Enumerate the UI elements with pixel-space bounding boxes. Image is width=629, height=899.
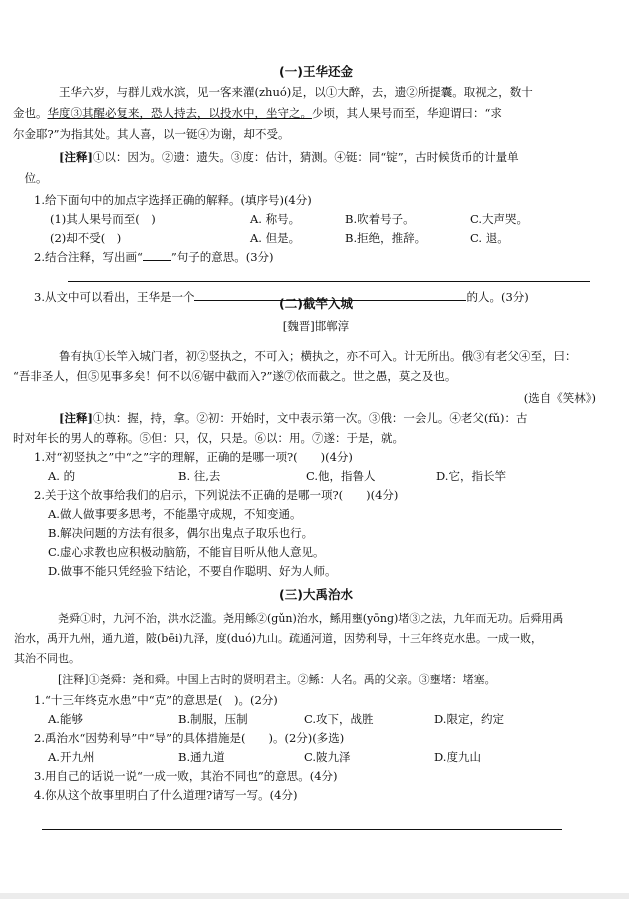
underlined-sentence: 华度③其醒必复来，恐人持去，以投水中，坐守之。 (47, 106, 312, 120)
section-1 (13, 62, 596, 307)
passage-text: 少顷，其人果号而至，华迎谓曰：“求 (312, 106, 502, 120)
answer-line[interactable] (42, 829, 562, 830)
source: (选自《笑林》) (523, 391, 596, 405)
question-2: 2.禹治水“因势利导”中“导”的具体措施是( )。(2分)(多选) (34, 731, 345, 745)
page-bottom-edge (0, 893, 629, 899)
question-2 (34, 248, 596, 267)
question-1: 1.“十三年终克水患”中“克”的意思是( )。(2分) (34, 693, 278, 707)
passage (14, 609, 596, 669)
question-1: 1.给下面句中的加点字选择正确的解释。(填序号)(4分) (34, 193, 312, 207)
passage-text: “吾非圣人，但⑤见事多矣！何不以⑥锯中截而入?”遂⑦依而截之。世之愚，莫之及也。 (13, 369, 457, 383)
passage-text: 王华六岁，与群儿戏水滨，见一客来濯(zhuó)足，以①大醉，去，遗②所提囊。取视之，数十 (59, 85, 533, 99)
passage-text: 尧舜①时，九河不治，洪水泛滥。尧用鲧②(gǔn)治水，鲧用壅(yōng)堵③之法，九年而无功。后舜用禹 (58, 612, 564, 625)
question-4: 4.你从这个故事里明白了什么道理?请写一写。(4分) (34, 788, 298, 802)
question-text: 3.从文中可以看出，王华是一个 (34, 290, 195, 304)
question-1-item-1 (36, 210, 596, 229)
option[interactable]: C.攻下，战胜 (304, 712, 374, 726)
option[interactable]: D.度九山 (434, 750, 481, 764)
option[interactable]: A.做人做事要多思考，不能墨守成规，不知变通。 (48, 507, 302, 521)
option[interactable]: D.做事不能只凭经验下结论，不要自作聪明、好为人师。 (48, 564, 337, 578)
option[interactable]: A.开九州 (48, 750, 95, 764)
option[interactable]: C.虚心求教也应积极动脑筋，不能盲目听从他人意见。 (48, 545, 325, 559)
notes: [注释]①尧舜：尧和舜。中国上古时的贤明君主。②鲧：人名。禹的父亲。③壅堵：堵塞。 (58, 673, 496, 686)
option[interactable]: D.限定，约定 (434, 712, 504, 726)
author: [魏晋]邯郸淳 (282, 319, 350, 333)
section-title: (二)截竿入城 (279, 296, 353, 311)
question-text: 2.结合注释，写出画“ (34, 250, 143, 264)
section-3 (14, 585, 596, 830)
passage (13, 82, 596, 145)
option[interactable]: B.制服，压制 (178, 712, 248, 726)
notes (24, 147, 596, 189)
option[interactable]: C.大声哭。 (470, 212, 529, 226)
option[interactable]: B.吹着号子。 (345, 212, 415, 226)
question-text: 的人。(3分) (466, 290, 529, 304)
passage-text: 尔金耶?”为指其处。其人喜，以一铤④为谢，却不受。 (13, 127, 290, 141)
note-label: [注释] (59, 150, 93, 164)
question-text: ”句子的意思。(3分) (170, 250, 274, 264)
note-label: [注释] (59, 411, 93, 425)
option[interactable]: C. 退。 (470, 231, 509, 245)
question-3: 3.用自己的话说一说“一成一败，其治不同也”的意思。(4分) (34, 769, 338, 783)
passage-text: 金也。 (13, 106, 48, 120)
question-2-options (36, 748, 596, 767)
option[interactable]: C.陂九泽 (304, 750, 351, 764)
section-title: (三)大禹治水 (279, 587, 353, 602)
note-text: ①以：因为。②遗：遗失。③度：估计，猜测。④铤：同“锭”，古时候货币的计量单 (92, 150, 519, 164)
option[interactable]: A. 但是。 (250, 231, 301, 245)
question-2: 2.关于这个故事给我们的启示，下列说法不正确的是哪一项?( )(4分) (34, 488, 399, 502)
item-text: (2)却不受( ) (50, 231, 122, 245)
question-1: 1.对“初竖执之”中“之”字的理解，正确的是哪一项?( )(4分) (34, 450, 353, 464)
option[interactable]: B.解决问题的方法有很多，偶尔出鬼点子取乐也行。 (48, 526, 314, 540)
note-text: 时对年长的男人的尊称。⑤但：只，仅，只是。⑥以：用。⑦遂：于是，就。 (13, 431, 404, 445)
item-text: (1)其人果号而至( ) (50, 212, 156, 226)
note-text: ①执：握，持，拿。②初：开始时，文中表示第一次。③俄：一会儿。④老父(fǔ)：古 (92, 411, 528, 425)
underline-marker (143, 250, 171, 261)
question-1-options (36, 710, 596, 729)
passage-text: 治水，禹开九州，通九道，陂(bēi)九泽，度(duó)九山。疏通河道，因势利导，十三年终克水患。一成一败， (14, 632, 542, 645)
option[interactable]: A. 称号。 (250, 212, 301, 226)
passage-text: 鲁有执①长竿入城门者，初②竖执之，不可入；横执之，亦不可入。计无所出。俄③有老父④至，曰： (59, 349, 577, 363)
option[interactable]: A.能够 (48, 712, 83, 726)
section-title: (一)王华还金 (279, 64, 353, 79)
option[interactable]: D.它，指长竿 (436, 469, 506, 483)
passage (13, 346, 596, 386)
question-1-item-2 (36, 229, 596, 248)
notes (13, 408, 596, 448)
note-text: 位。 (24, 171, 48, 185)
option[interactable]: B.通九道 (178, 750, 225, 764)
option[interactable]: B.拒绝，推辞。 (345, 231, 427, 245)
question-1-options (36, 467, 596, 486)
option[interactable]: A. 的 (48, 469, 76, 483)
passage-text: 其治不同也。 (14, 652, 80, 665)
section-2 (13, 294, 596, 581)
answer-line[interactable] (68, 281, 590, 282)
option[interactable]: C.他，指鲁人 (306, 469, 376, 483)
option[interactable]: B. 往,去 (178, 469, 221, 483)
